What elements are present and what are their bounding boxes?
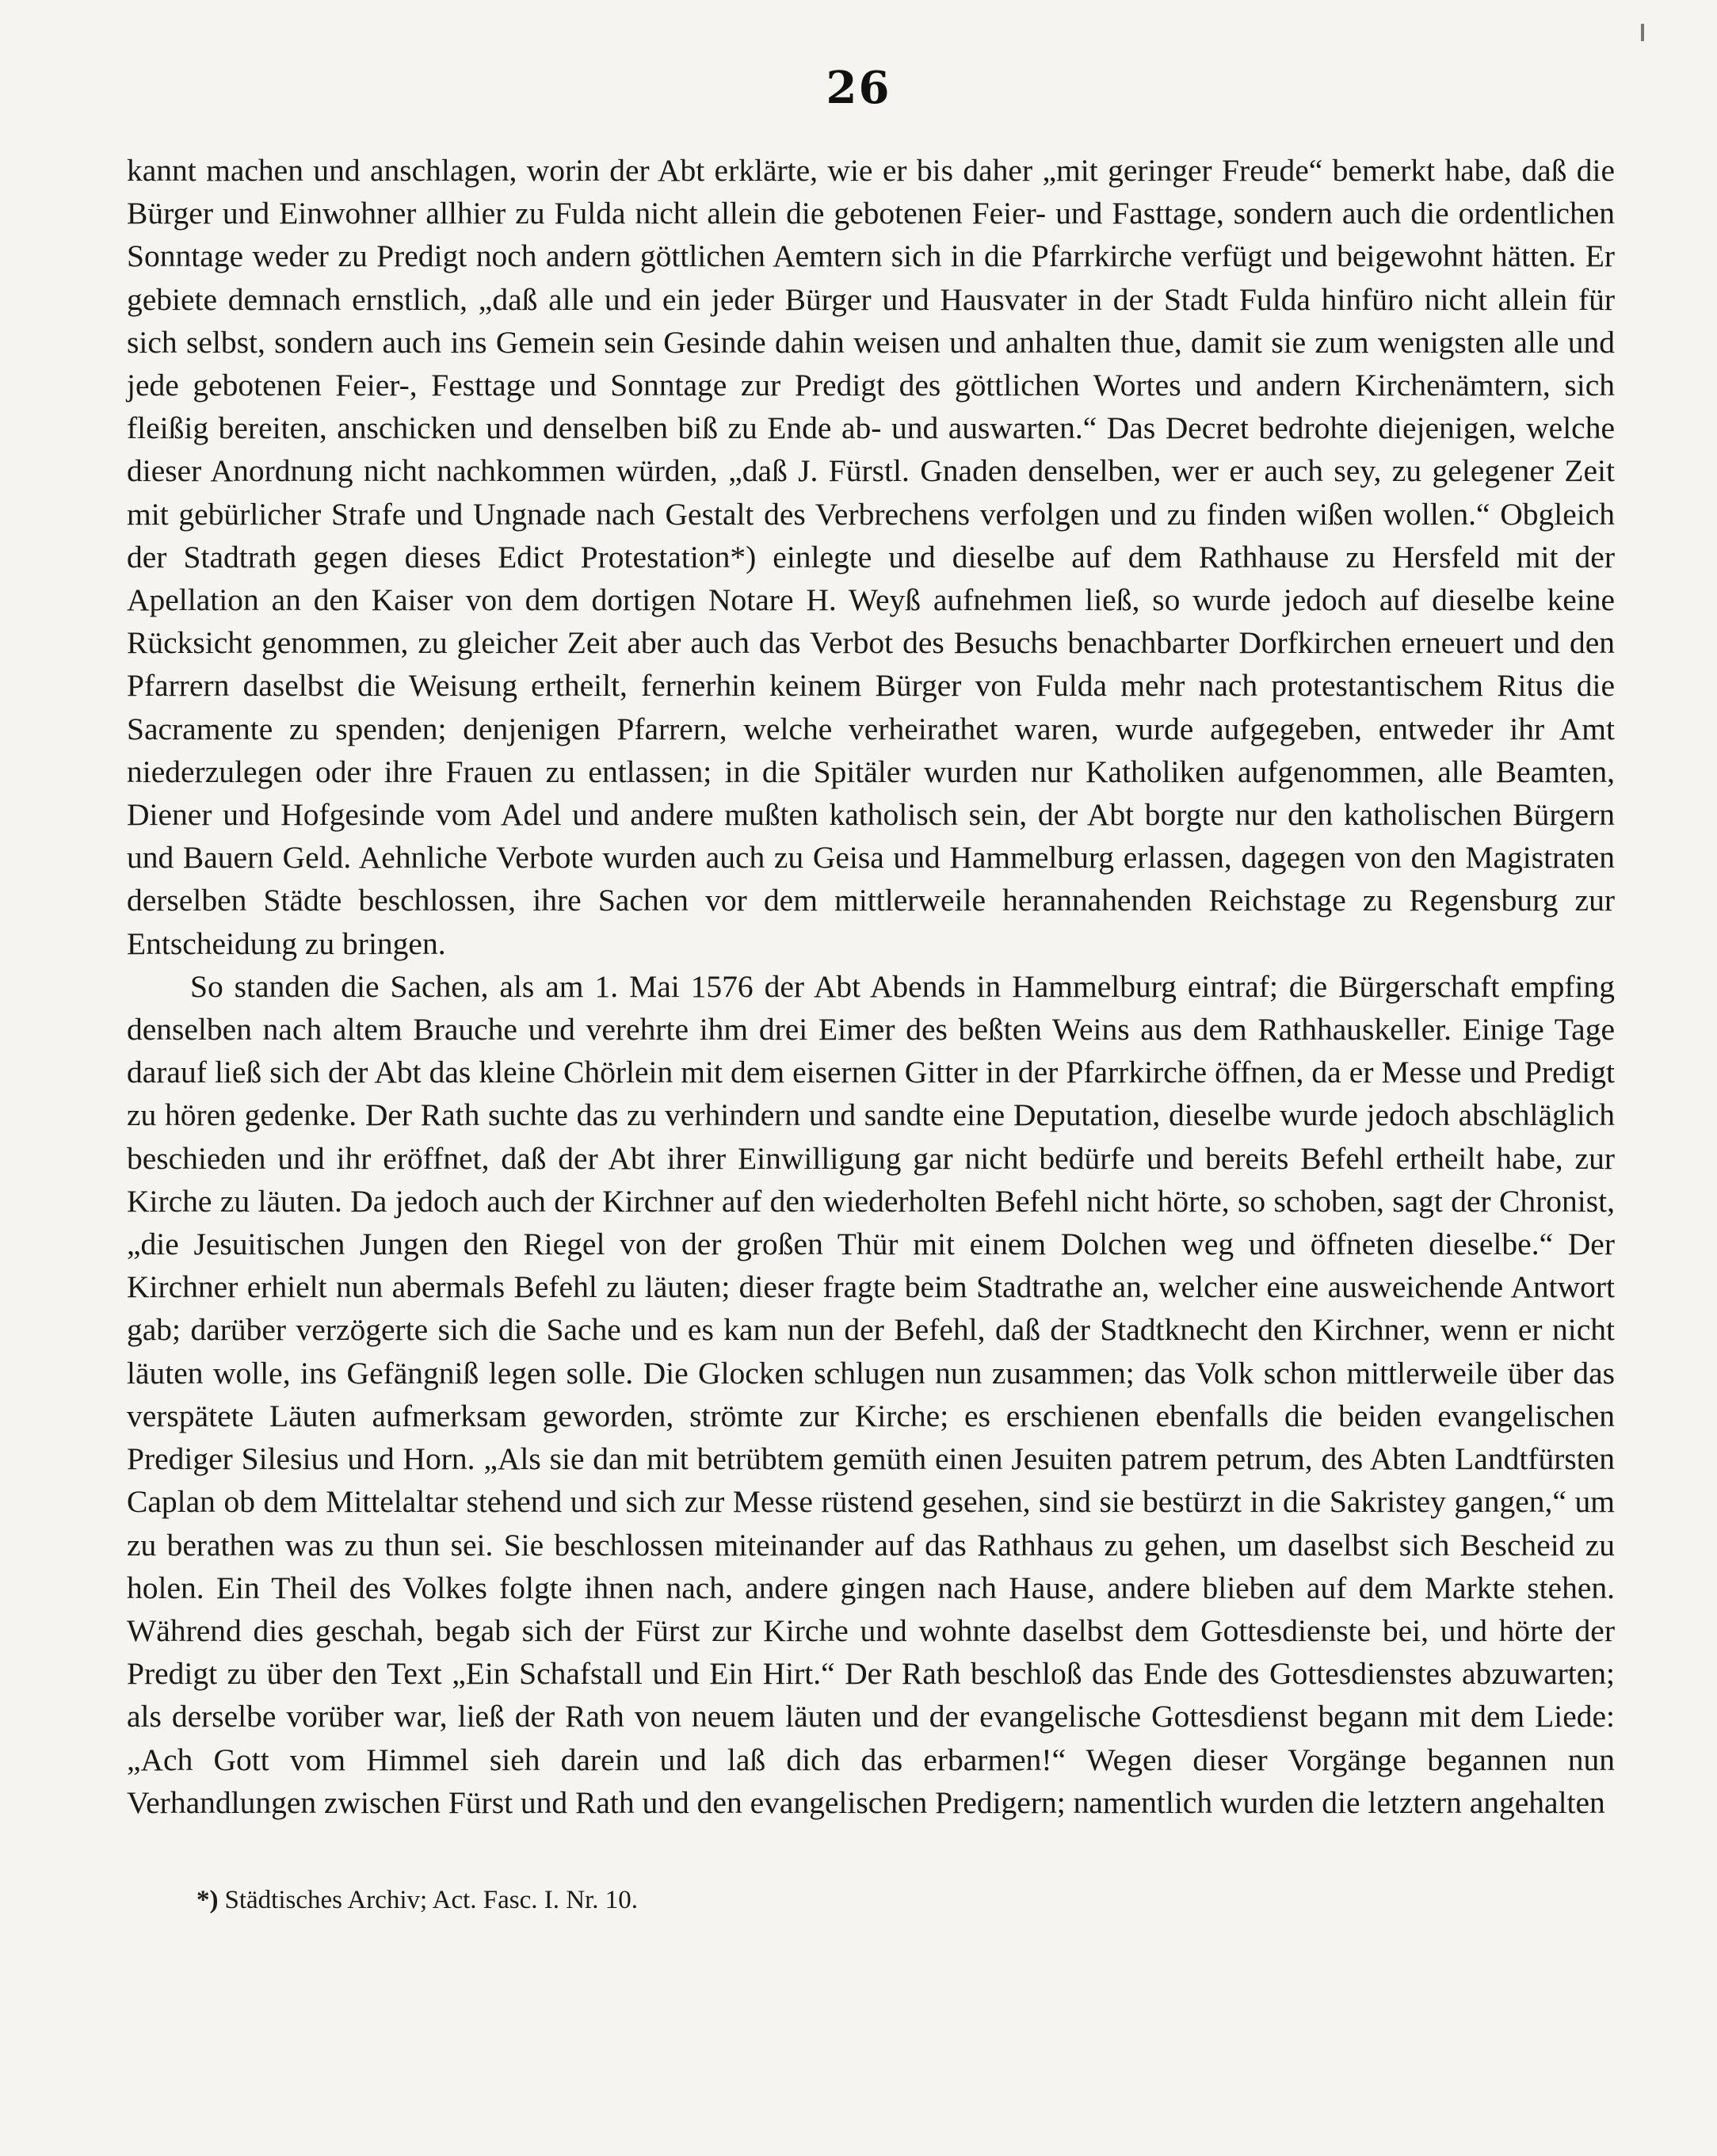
- footnote-marker: *): [197, 1886, 219, 1914]
- page-number: 26: [826, 62, 891, 114]
- footnote-text: Städtisches Archiv; Act. Fasc. I. Nr. 10.: [224, 1886, 639, 1914]
- footnote: [197, 1883, 1543, 1918]
- body-text: [127, 149, 1615, 1824]
- paragraph-2: So standen die Sachen, als am 1. Mai 1576 der Abt Abends in Hammelburg eintraf; die Bürgerschaft empfing denselben nach altem Brauche und verehrte ihm drei Eimer des beßten Weins aus dem Rathhauskeller. Einige Tage darauf ließ sich der Abt das kleine Chörlein mit dem eisernen Gitter in der Pfarrkirche öffnen, da er Messe und Predigt zu hören gedenke. Der Rath suchte das zu verhindern und sandte eine Deputation, dieselbe wurde jedoch abschläglich beschieden und ihr eröffnet, daß der Abt ihrer Einwilligung gar nicht bedürfe und bereits Befehl ertheilt habe, zur Kirche zu läuten. Da jedoch auch der Kirchner auf den wiederholten Befehl nicht hörte, so schoben, sagt der Chronist, „die Jesuitischen Jungen den Riegel von der großen Thür mit einem Dolchen weg und öffneten dieselbe.“ Der Kirchner erhielt nun abermals Befehl zu läuten; dieser fragte beim Stadtrathe an, welcher eine ausweichende Antwort gab; darüber verzögerte sich die Sache und es kam nun der Befehl, daß der Stadtknecht den Kirchner, wenn er nicht läuten wolle, ins Gefängniß legen solle. Die Glocken schlugen nun zusammen; das Volk schon mittlerweile über das verspätete Läuten aufmerksam geworden, strömte zur Kirche; es erschienen ebenfalls die beiden evangelischen Prediger Silesius und Horn. „Als sie dan mit betrübtem gemüth einen Jesuiten patrem petrum, des Abten Landtfürsten Caplan ob dem Mittelaltar stehend und sich zur Messe rüstend gesehen, sind sie bestürzt in die Sakristey gangen,“ um zu berathen was zu thun sei. Sie beschlossen miteinander auf das Rathhaus zu gehen, um daselbst sich Bescheid zu holen. Ein Theil des Volkes folgte ihnen nach, andere gingen nach Hause, andere blieben auf dem Markte stehen. Während dies geschah, begab sich der Fürst zur Kirche und wohnte daselbst dem Gottesdienste bei, und hörte der Predigt zu über den Text „Ein Schafstall und Ein Hirt.“ Der Rath beschloß das Ende des Gottesdienstes abzuwarten; als derselbe vorüber war, ließ der Rath von neuem läuten und der evangelische Gottesdienst begann mit dem Liede: „Ach Gott vom Himmel sieh darein und laß dich das erbarmen!“ Wegen dieser Vorgänge begannen nun Verhandlungen zwischen Fürst und Rath und den evangelischen Predigern; namentlich wurden die letztern angehalten: [127, 968, 1615, 1820]
- paragraph-1: kannt machen und anschlagen, worin der Abt erklärte, wie er bis daher „mit geringer Freude“ bemerkt habe, daß die Bürger und Einwohner allhier zu Fulda nicht allein die gebotenen Feier- und Fasttage, sondern auch die ordentlichen Sonntage weder zu Predigt noch andern göttlichen Aemtern sich in die Pfarrkirche verfügt und beigewohnt hätten. Er gebiete demnach ernstlich, „daß alle und ein jeder Bürger und Hausvater in der Stadt Fulda hinfüro nicht allein für sich selbst, sondern auch ins Gemein sein Gesinde dahin weisen und anhalten thue, damit sie zum wenigsten alle und jede gebotenen Feier-, Festtage und Sonntage zur Predigt des göttlichen Wortes und andern Kirchenämtern, sich fleißig bereiten, anschicken und denselben biß zu Ende ab- und auswarten.“ Das Decret bedrohte diejenigen, welche dieser Anordnung nicht nachkommen würden, „daß J. Fürstl. Gnaden denselben, wer er auch sey, zu gelegener Zeit mit gebürlicher Strafe und Ungnade nach Gestalt des Verbrechens verfolgen und zu finden wißen wollen.“ Obgleich der Stadtrath gegen dieses Edict Protestation*) einlegte und dieselbe auf dem Rathhause zu Hersfeld mit der Apellation an den Kaiser von dem dortigen Notare H. Weyß aufnehmen ließ, so wurde jedoch auf dieselbe keine Rücksicht genommen, zu gleicher Zeit aber auch das Verbot des Besuchs benachbarter Dorfkirchen erneuert und den Pfarrern daselbst die Weisung ertheilt, fernerhin keinem Bürger von Fulda mehr nach protestantischem Ritus die Sacramente zu spenden; denjenigen Pfarrern, welche verheirathet waren, wurde aufgegeben, entweder ihr Amt niederzulegen oder ihre Frauen zu entlassen; in die Spitäler wurden nur Katholiken aufgenommen, alle Beamten, Diener und Hofgesinde vom Adel und andere mußten katholisch sein, der Abt borgte nur den katholischen Bürgern und Bauern Geld. Aehnliche Verbote wurden auch zu Geisa und Hammelburg erlassen, dagegen von den Magistraten derselben Städte beschlossen, ihre Sachen vor dem mittlerweile herannahenden Reichstage zu Regensburg zur Entscheidung zu bringen.: [127, 153, 1615, 961]
- scan-edge-mark: [1641, 24, 1644, 41]
